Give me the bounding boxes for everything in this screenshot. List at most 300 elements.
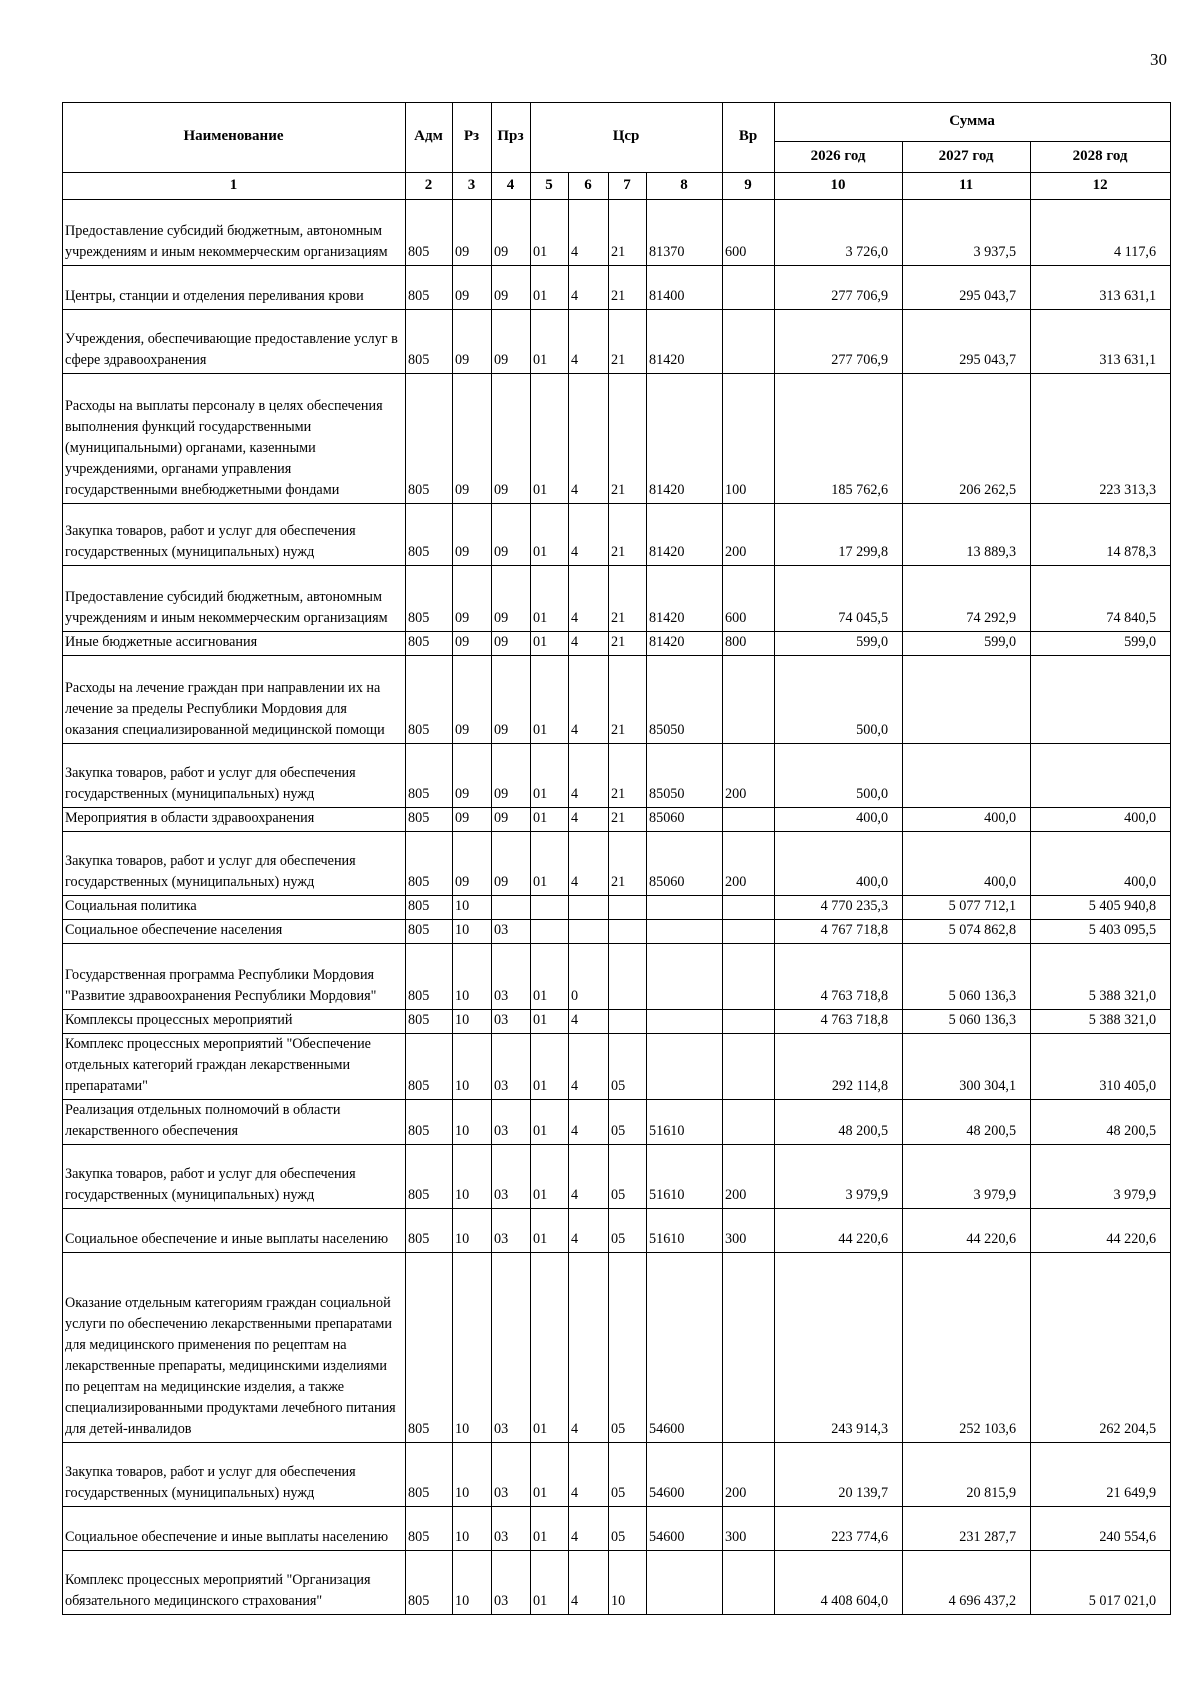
row-csr-direction: 81420 <box>647 566 723 632</box>
row-adm: 805 <box>406 1551 453 1615</box>
row-sum-2026: 599,0 <box>775 632 903 656</box>
row-rz: 09 <box>453 744 492 808</box>
row-vr <box>723 1010 775 1034</box>
row-csr-direction: 54600 <box>647 1253 723 1443</box>
row-csr-direction <box>647 896 723 920</box>
row-prz: 03 <box>492 1034 531 1100</box>
column-number: 5 <box>531 173 569 200</box>
row-csr-structure: 21 <box>609 200 647 266</box>
row-csr-type: 4 <box>569 1551 609 1615</box>
table-row <box>63 632 1171 656</box>
row-adm: 805 <box>406 1145 453 1209</box>
row-adm: 805 <box>406 374 453 504</box>
row-sum-2027: 5 060 136,3 <box>903 944 1031 1010</box>
table-row <box>63 1209 1171 1253</box>
row-csr-type: 4 <box>569 832 609 896</box>
row-vr: 200 <box>723 504 775 566</box>
row-csr-program: 01 <box>531 200 569 266</box>
row-csr-type: 4 <box>569 656 609 744</box>
row-sum-2026: 20 139,7 <box>775 1443 903 1507</box>
row-vr: 600 <box>723 566 775 632</box>
header-prz: Прз <box>492 103 531 173</box>
row-sum-2026: 4 767 718,8 <box>775 920 903 944</box>
row-prz: 03 <box>492 1209 531 1253</box>
row-csr-program: 01 <box>531 832 569 896</box>
row-vr <box>723 1100 775 1145</box>
header-year-2028: 2028 год <box>1031 142 1171 173</box>
row-sum-2027: 3 979,9 <box>903 1145 1031 1209</box>
row-csr-program: 01 <box>531 266 569 310</box>
row-prz <box>492 896 531 920</box>
row-csr-structure: 05 <box>609 1145 647 1209</box>
table-row <box>63 1507 1171 1551</box>
row-vr <box>723 266 775 310</box>
row-csr-direction <box>647 944 723 1010</box>
row-sum-2026: 3 979,9 <box>775 1145 903 1209</box>
row-sum-2026: 3 726,0 <box>775 200 903 266</box>
row-csr-structure: 21 <box>609 266 647 310</box>
row-sum-2027: 5 077 712,1 <box>903 896 1031 920</box>
row-csr-direction: 81400 <box>647 266 723 310</box>
row-name: Закупка товаров, работ и услуг для обеспечения государственных (муниципальных) нужд <box>63 1443 406 1507</box>
row-sum-2027 <box>903 744 1031 808</box>
row-csr-program: 01 <box>531 1010 569 1034</box>
table-row <box>63 1551 1171 1615</box>
row-sum-2026: 243 914,3 <box>775 1253 903 1443</box>
column-number: 12 <box>1031 173 1171 200</box>
row-sum-2027: 3 937,5 <box>903 200 1031 266</box>
row-vr: 200 <box>723 832 775 896</box>
row-prz: 09 <box>492 200 531 266</box>
table-row <box>63 832 1171 896</box>
row-sum-2028: 3 979,9 <box>1031 1145 1171 1209</box>
row-sum-2028: 48 200,5 <box>1031 1100 1171 1145</box>
row-csr-type: 4 <box>569 504 609 566</box>
row-sum-2028 <box>1031 744 1171 808</box>
row-sum-2026: 4 763 718,8 <box>775 944 903 1010</box>
row-csr-type <box>569 896 609 920</box>
row-sum-2027: 599,0 <box>903 632 1031 656</box>
row-csr-structure: 21 <box>609 566 647 632</box>
row-adm: 805 <box>406 1253 453 1443</box>
row-adm: 805 <box>406 944 453 1010</box>
row-vr <box>723 310 775 374</box>
column-number: 8 <box>647 173 723 200</box>
row-adm: 805 <box>406 1443 453 1507</box>
row-csr-program <box>531 920 569 944</box>
row-adm: 805 <box>406 832 453 896</box>
table-row <box>63 1145 1171 1209</box>
row-rz: 09 <box>453 374 492 504</box>
row-rz: 09 <box>453 266 492 310</box>
row-prz: 09 <box>492 632 531 656</box>
row-name: Социальное обеспечение и иные выплаты населению <box>63 1209 406 1253</box>
row-csr-program: 01 <box>531 504 569 566</box>
row-sum-2027: 252 103,6 <box>903 1253 1031 1443</box>
row-csr-program: 01 <box>531 1253 569 1443</box>
row-rz: 09 <box>453 504 492 566</box>
row-csr-program: 01 <box>531 656 569 744</box>
row-rz: 09 <box>453 200 492 266</box>
row-sum-2028: 262 204,5 <box>1031 1253 1171 1443</box>
row-csr-program: 01 <box>531 566 569 632</box>
row-csr-structure: 21 <box>609 632 647 656</box>
header-year-2026: 2026 год <box>775 142 903 173</box>
row-sum-2027: 295 043,7 <box>903 310 1031 374</box>
row-rz: 09 <box>453 310 492 374</box>
row-csr-direction: 85050 <box>647 744 723 808</box>
row-vr: 300 <box>723 1507 775 1551</box>
row-csr-structure: 05 <box>609 1253 647 1443</box>
row-csr-direction: 85060 <box>647 808 723 832</box>
row-adm: 805 <box>406 310 453 374</box>
row-csr-structure: 10 <box>609 1551 647 1615</box>
row-name: Центры, станции и отделения переливания крови <box>63 266 406 310</box>
row-csr-type: 4 <box>569 374 609 504</box>
row-csr-program: 01 <box>531 1507 569 1551</box>
row-csr-structure: 21 <box>609 374 647 504</box>
row-sum-2028: 5 017 021,0 <box>1031 1551 1171 1615</box>
row-sum-2027: 74 292,9 <box>903 566 1031 632</box>
table-row <box>63 920 1171 944</box>
row-vr: 200 <box>723 1443 775 1507</box>
table-row <box>63 266 1171 310</box>
row-csr-type: 4 <box>569 1209 609 1253</box>
row-name: Оказание отдельным категориям граждан социальной услуги по обеспечению лекарственными препаратами для медицинского применения по рецептам на лекарственные препараты, медицинскими изделиями по рецептам на медицинские изделия, а также специализированными продуктами лечебного питания для детей-инвалидов <box>63 1253 406 1443</box>
row-name: Социальное обеспечение населения <box>63 920 406 944</box>
row-sum-2028: 74 840,5 <box>1031 566 1171 632</box>
row-vr: 800 <box>723 632 775 656</box>
row-prz: 09 <box>492 566 531 632</box>
row-vr: 100 <box>723 374 775 504</box>
row-csr-direction: 54600 <box>647 1443 723 1507</box>
row-sum-2027: 295 043,7 <box>903 266 1031 310</box>
row-csr-direction: 85060 <box>647 832 723 896</box>
row-sum-2028: 223 313,3 <box>1031 374 1171 504</box>
row-csr-program: 01 <box>531 1100 569 1145</box>
row-sum-2028: 4 117,6 <box>1031 200 1171 266</box>
row-prz: 09 <box>492 832 531 896</box>
row-prz: 09 <box>492 808 531 832</box>
row-vr <box>723 896 775 920</box>
row-csr-structure <box>609 1010 647 1034</box>
header-rz: Рз <box>453 103 492 173</box>
row-prz: 03 <box>492 1100 531 1145</box>
table-row <box>63 1100 1171 1145</box>
row-csr-direction: 81420 <box>647 374 723 504</box>
row-csr-direction: 81420 <box>647 632 723 656</box>
row-adm: 805 <box>406 1507 453 1551</box>
row-sum-2028 <box>1031 656 1171 744</box>
row-csr-direction <box>647 1010 723 1034</box>
row-sum-2028: 5 388 321,0 <box>1031 1010 1171 1034</box>
table-row <box>63 200 1171 266</box>
row-name: Комплексы процессных мероприятий <box>63 1010 406 1034</box>
row-sum-2028: 313 631,1 <box>1031 266 1171 310</box>
row-sum-2026: 4 408 604,0 <box>775 1551 903 1615</box>
column-number: 7 <box>609 173 647 200</box>
row-csr-structure <box>609 944 647 1010</box>
row-csr-type: 4 <box>569 1100 609 1145</box>
row-sum-2026: 4 763 718,8 <box>775 1010 903 1034</box>
row-adm: 805 <box>406 1034 453 1100</box>
row-rz: 10 <box>453 1507 492 1551</box>
row-csr-direction: 51610 <box>647 1209 723 1253</box>
row-sum-2027: 206 262,5 <box>903 374 1031 504</box>
column-number: 2 <box>406 173 453 200</box>
row-prz: 09 <box>492 504 531 566</box>
row-csr-type: 4 <box>569 1507 609 1551</box>
row-csr-type: 0 <box>569 944 609 1010</box>
row-name: Реализация отдельных полномочий в области лекарственного обеспечения <box>63 1100 406 1145</box>
table-row <box>63 896 1171 920</box>
row-name: Закупка товаров, работ и услуг для обеспечения государственных (муниципальных) нужд <box>63 1145 406 1209</box>
row-csr-structure: 21 <box>609 656 647 744</box>
column-number: 3 <box>453 173 492 200</box>
row-rz: 10 <box>453 920 492 944</box>
row-csr-type: 4 <box>569 632 609 656</box>
row-name: Предоставление субсидий бюджетным, автономным учреждениям и иным некоммерческим организациям <box>63 200 406 266</box>
row-prz: 09 <box>492 374 531 504</box>
row-sum-2026: 17 299,8 <box>775 504 903 566</box>
row-csr-type: 4 <box>569 310 609 374</box>
row-sum-2028: 313 631,1 <box>1031 310 1171 374</box>
table-row <box>63 504 1171 566</box>
row-prz: 09 <box>492 266 531 310</box>
row-csr-type: 4 <box>569 744 609 808</box>
row-name: Учреждения, обеспечивающие предоставление услуг в сфере здравоохранения <box>63 310 406 374</box>
row-rz: 10 <box>453 944 492 1010</box>
row-prz: 03 <box>492 1507 531 1551</box>
row-csr-structure <box>609 896 647 920</box>
row-name: Комплекс процессных мероприятий "Организация обязательного медицинского страхования" <box>63 1551 406 1615</box>
row-adm: 805 <box>406 896 453 920</box>
row-vr: 300 <box>723 1209 775 1253</box>
row-sum-2027: 4 696 437,2 <box>903 1551 1031 1615</box>
row-vr <box>723 920 775 944</box>
row-csr-type <box>569 920 609 944</box>
row-rz: 10 <box>453 1034 492 1100</box>
row-name: Расходы на выплаты персоналу в целях обеспечения выполнения функций государственными (муниципальными) органами, казенными учреждениями, органами управления государственными внебюджетными фондами <box>63 374 406 504</box>
row-csr-structure: 21 <box>609 808 647 832</box>
row-csr-structure: 21 <box>609 310 647 374</box>
row-sum-2026: 223 774,6 <box>775 1507 903 1551</box>
row-sum-2026: 400,0 <box>775 832 903 896</box>
row-sum-2028: 44 220,6 <box>1031 1209 1171 1253</box>
table-row <box>63 656 1171 744</box>
table-row <box>63 744 1171 808</box>
row-name: Комплекс процессных мероприятий "Обеспечение отдельных категорий граждан лекарственными препаратами" <box>63 1034 406 1100</box>
row-prz: 03 <box>492 1443 531 1507</box>
row-sum-2026: 500,0 <box>775 656 903 744</box>
row-csr-type: 4 <box>569 1010 609 1034</box>
row-csr-direction <box>647 1034 723 1100</box>
row-sum-2027: 400,0 <box>903 808 1031 832</box>
row-csr-structure <box>609 920 647 944</box>
row-csr-structure: 21 <box>609 832 647 896</box>
row-name: Иные бюджетные ассигнования <box>63 632 406 656</box>
row-rz: 10 <box>453 1100 492 1145</box>
row-prz: 03 <box>492 1253 531 1443</box>
row-csr-direction <box>647 920 723 944</box>
column-number: 9 <box>723 173 775 200</box>
row-sum-2026: 4 770 235,3 <box>775 896 903 920</box>
row-csr-direction: 54600 <box>647 1507 723 1551</box>
column-number: 6 <box>569 173 609 200</box>
row-name: Расходы на лечение граждан при направлении их на лечение за пределы Республики Мордовия для оказания специализированной медицинской помощи <box>63 656 406 744</box>
row-adm: 805 <box>406 1010 453 1034</box>
row-vr: 200 <box>723 744 775 808</box>
table-row <box>63 808 1171 832</box>
row-vr <box>723 1034 775 1100</box>
row-prz: 03 <box>492 920 531 944</box>
row-adm: 805 <box>406 1209 453 1253</box>
row-rz: 09 <box>453 632 492 656</box>
row-rz: 10 <box>453 896 492 920</box>
row-prz: 03 <box>492 1551 531 1615</box>
row-csr-direction: 85050 <box>647 656 723 744</box>
row-csr-direction <box>647 1551 723 1615</box>
row-adm: 805 <box>406 266 453 310</box>
row-rz: 10 <box>453 1551 492 1615</box>
row-rz: 09 <box>453 808 492 832</box>
row-sum-2026: 74 045,5 <box>775 566 903 632</box>
column-number: 10 <box>775 173 903 200</box>
row-sum-2028: 5 405 940,8 <box>1031 896 1171 920</box>
row-name: Социальное обеспечение и иные выплаты населению <box>63 1507 406 1551</box>
row-csr-program: 01 <box>531 1145 569 1209</box>
column-number: 4 <box>492 173 531 200</box>
row-prz: 03 <box>492 1010 531 1034</box>
row-csr-program: 01 <box>531 1209 569 1253</box>
row-sum-2027: 5 074 862,8 <box>903 920 1031 944</box>
row-name: Предоставление субсидий бюджетным, автономным учреждениям и иным некоммерческим организациям <box>63 566 406 632</box>
column-number: 1 <box>63 173 406 200</box>
row-csr-type: 4 <box>569 808 609 832</box>
row-sum-2028: 400,0 <box>1031 808 1171 832</box>
row-name: Государственная программа Республики Мордовия "Развитие здравоохранения Республики Мордовия" <box>63 944 406 1010</box>
row-sum-2027: 20 815,9 <box>903 1443 1031 1507</box>
row-prz: 03 <box>492 1145 531 1209</box>
row-csr-type: 4 <box>569 1034 609 1100</box>
row-sum-2027: 13 889,3 <box>903 504 1031 566</box>
row-csr-program: 01 <box>531 1034 569 1100</box>
table-row <box>63 566 1171 632</box>
row-csr-program: 01 <box>531 744 569 808</box>
row-csr-structure: 05 <box>609 1443 647 1507</box>
header-year-2027: 2027 год <box>903 142 1031 173</box>
row-csr-direction: 81420 <box>647 504 723 566</box>
row-rz: 10 <box>453 1443 492 1507</box>
column-number-row <box>63 173 1171 200</box>
row-sum-2027: 400,0 <box>903 832 1031 896</box>
row-vr: 600 <box>723 200 775 266</box>
row-csr-program: 01 <box>531 1551 569 1615</box>
table-row <box>63 374 1171 504</box>
row-sum-2026: 48 200,5 <box>775 1100 903 1145</box>
row-sum-2026: 400,0 <box>775 808 903 832</box>
row-name: Мероприятия в области здравоохранения <box>63 808 406 832</box>
row-rz: 10 <box>453 1253 492 1443</box>
row-vr: 200 <box>723 1145 775 1209</box>
row-vr <box>723 1551 775 1615</box>
row-sum-2027 <box>903 656 1031 744</box>
row-csr-program: 01 <box>531 632 569 656</box>
row-prz: 09 <box>492 744 531 808</box>
table-row <box>63 1443 1171 1507</box>
row-rz: 09 <box>453 656 492 744</box>
row-prz: 09 <box>492 656 531 744</box>
row-csr-type: 4 <box>569 200 609 266</box>
header-sum: Сумма <box>775 103 1171 142</box>
header-vr: Вр <box>723 103 775 173</box>
row-csr-type: 4 <box>569 1443 609 1507</box>
page-number: 30 <box>1150 50 1167 69</box>
column-number: 11 <box>903 173 1031 200</box>
row-csr-type: 4 <box>569 266 609 310</box>
row-csr-type: 4 <box>569 566 609 632</box>
row-adm: 805 <box>406 1100 453 1145</box>
row-sum-2028: 240 554,6 <box>1031 1507 1171 1551</box>
row-name: Закупка товаров, работ и услуг для обеспечения государственных (муниципальных) нужд <box>63 744 406 808</box>
row-sum-2027: 48 200,5 <box>903 1100 1031 1145</box>
row-sum-2028: 21 649,9 <box>1031 1443 1171 1507</box>
row-csr-direction: 81370 <box>647 200 723 266</box>
row-csr-structure: 05 <box>609 1209 647 1253</box>
row-vr <box>723 1253 775 1443</box>
table-row <box>63 944 1171 1010</box>
row-adm: 805 <box>406 808 453 832</box>
row-sum-2028: 5 388 321,0 <box>1031 944 1171 1010</box>
row-csr-type: 4 <box>569 1145 609 1209</box>
row-rz: 09 <box>453 566 492 632</box>
row-rz: 10 <box>453 1209 492 1253</box>
row-adm: 805 <box>406 632 453 656</box>
header-name: Наименование <box>63 103 406 173</box>
row-sum-2027: 44 220,6 <box>903 1209 1031 1253</box>
row-csr-structure: 05 <box>609 1034 647 1100</box>
row-sum-2026: 500,0 <box>775 744 903 808</box>
row-csr-program: 01 <box>531 944 569 1010</box>
row-csr-program: 01 <box>531 310 569 374</box>
row-adm: 805 <box>406 504 453 566</box>
row-name: Закупка товаров, работ и услуг для обеспечения государственных (муниципальных) нужд <box>63 832 406 896</box>
row-vr <box>723 944 775 1010</box>
table-row <box>63 1034 1171 1100</box>
row-sum-2028: 5 403 095,5 <box>1031 920 1171 944</box>
row-prz: 03 <box>492 944 531 1010</box>
row-csr-structure: 21 <box>609 504 647 566</box>
row-sum-2026: 44 220,6 <box>775 1209 903 1253</box>
header-adm: Адм <box>406 103 453 173</box>
row-csr-structure: 05 <box>609 1507 647 1551</box>
row-csr-type: 4 <box>569 1253 609 1443</box>
row-adm: 805 <box>406 656 453 744</box>
row-name: Закупка товаров, работ и услуг для обеспечения государственных (муниципальных) нужд <box>63 504 406 566</box>
row-sum-2028: 599,0 <box>1031 632 1171 656</box>
row-sum-2027: 231 287,7 <box>903 1507 1031 1551</box>
row-sum-2026: 292 114,8 <box>775 1034 903 1100</box>
row-adm: 805 <box>406 744 453 808</box>
row-sum-2027: 5 060 136,3 <box>903 1010 1031 1034</box>
row-vr <box>723 656 775 744</box>
row-sum-2028: 310 405,0 <box>1031 1034 1171 1100</box>
table-row <box>63 1010 1171 1034</box>
row-adm: 805 <box>406 920 453 944</box>
row-rz: 10 <box>453 1145 492 1209</box>
row-sum-2026: 277 706,9 <box>775 310 903 374</box>
budget-table <box>62 102 1171 1615</box>
